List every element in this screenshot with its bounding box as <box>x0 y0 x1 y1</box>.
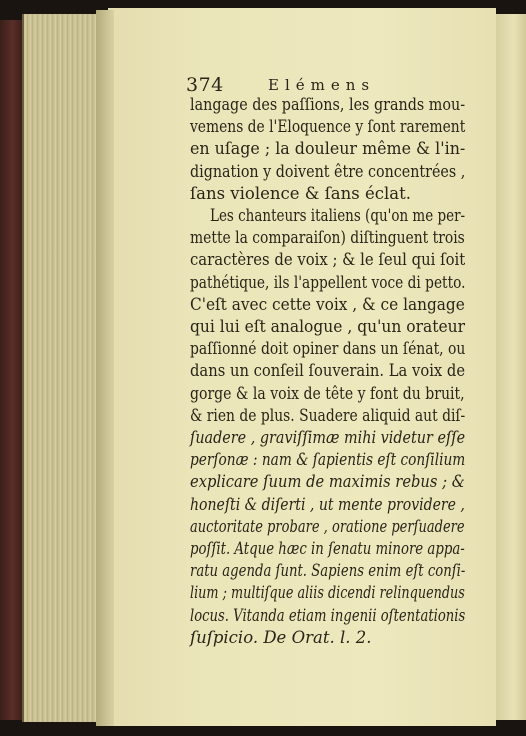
text-line: pathétique, ils l'appellent voce di petto. <box>190 272 466 292</box>
text-line: locus. Vitanda etiam ingenii oſtentationis <box>190 605 466 625</box>
text-line: paſſionné doit opiner dans un ſénat, ou <box>190 339 466 359</box>
page-gutter <box>96 10 114 726</box>
text-line: auctoritate probare , oratione perſuadere <box>190 516 465 536</box>
text-line: lium ; multiſque aliis dicendi relinquendus <box>190 583 465 603</box>
text-line: explicare ſuum de maximis rebus ; & <box>190 472 465 492</box>
text-line: ſuſpicio. De Orat. l. 2. <box>190 627 372 647</box>
text-line: dignation y doivent être concentrées , <box>190 161 466 181</box>
text-line: ſuadere , graviſſimæ mihi videtur eſſe <box>190 428 466 447</box>
text-line: ſans violence & ſans éclat. <box>190 183 411 203</box>
text-line: en uſage ; la douleur même & l'in- <box>190 139 466 159</box>
text-line: vemens de l'Eloquence y ſont rarement <box>190 117 466 137</box>
text-line: Les chanteurs italiens (qu'on me per- <box>210 206 466 225</box>
text-line: qui lui eſt analogue , qu'un orateur <box>190 317 466 336</box>
text-line: caractères de voix ; & le ſeul qui ſoit <box>190 250 466 270</box>
facing-page-edge <box>494 14 526 720</box>
text-line: perſonæ : nam & ſapientis eſt conſilium <box>190 450 466 470</box>
text-line: mette la comparaiſon) diſtinguent trois <box>190 228 465 248</box>
text-line: langage des paſſions, les grands mou- <box>190 95 466 114</box>
text-line: dans un conſeil ſouverain. La voix de <box>190 361 466 381</box>
page-header <box>186 74 486 96</box>
text-line: ratu agenda ſunt. Sapiens enim eſt conſi- <box>190 561 466 581</box>
text-line: gorge & la voix de tête y font du bruit, <box>190 383 465 403</box>
text-line: poſſit. Atque hæc in ſenatu minore appa- <box>190 539 465 558</box>
text-line: honeſti & diſerti , ut mente providere , <box>190 494 465 514</box>
page-number: 374 <box>186 74 224 96</box>
text-line: C'eſt avec cette voix , & ce langage <box>190 294 465 314</box>
text-line: & rien de plus. Suadere aliquid aut diſ- <box>190 405 466 425</box>
running-head: Elémens <box>268 76 376 94</box>
